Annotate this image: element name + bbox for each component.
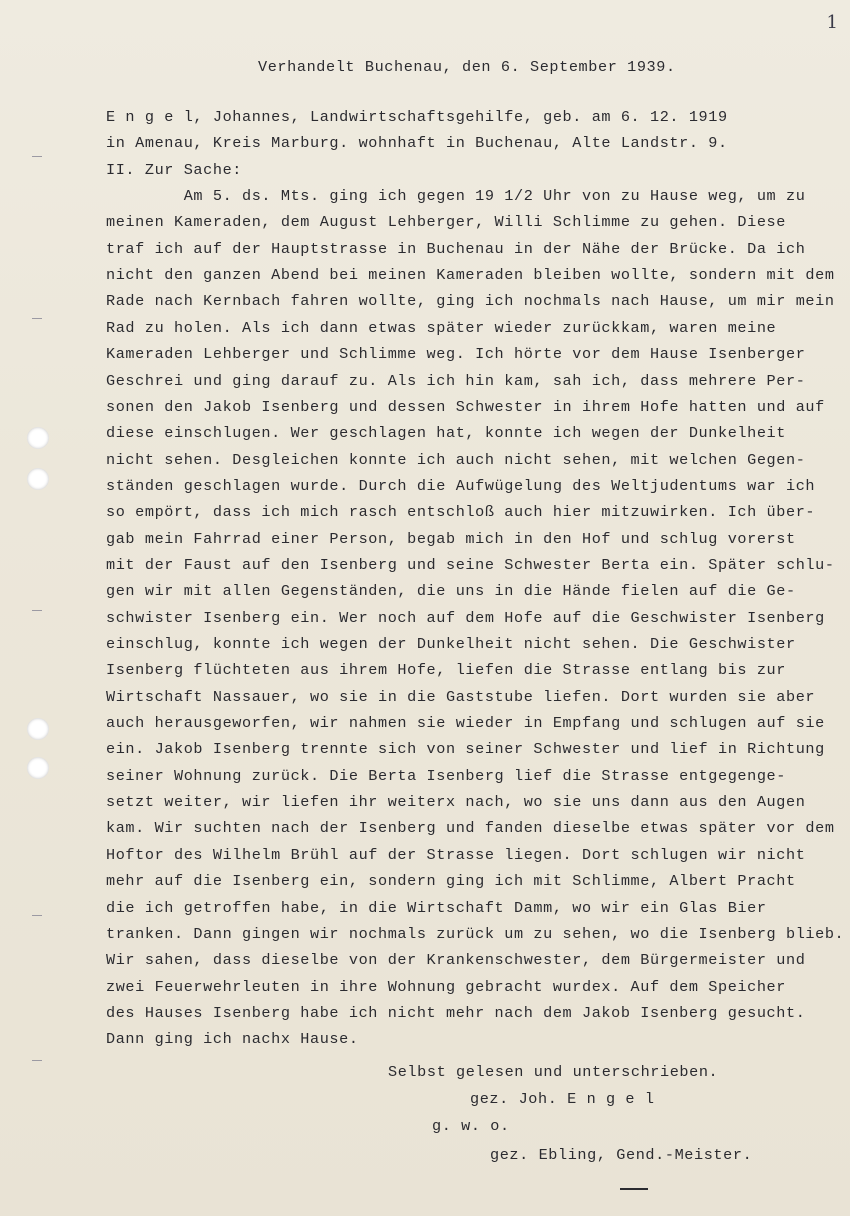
document-line: schwister Isenberg ein. Wer noch auf dem Hofe auf die Geschwister Isenberg [106, 608, 825, 627]
document-line: Wir sahen, dass dieselbe von der Krankenschwester, dem Bürgermeister und [106, 951, 806, 970]
punch-hole [27, 427, 49, 449]
read-and-signed-note: Selbst gelesen und unterschrieben. [388, 1063, 719, 1081]
document-line: gab mein Fahrrad einer Person, begab mich in den Hof und schlug vorerst [106, 529, 796, 548]
document-line: zwei Feuerwehrleuten in ihre Wohnung gebracht wurdex. Auf dem Speicher [106, 977, 786, 996]
document-heading: Verhandelt Buchenau, den 6. September 1939. [258, 58, 676, 76]
margin-mark [32, 915, 42, 916]
margin-mark [32, 156, 42, 157]
document-line: in Amenau, Kreis Marburg. wohnhaft in Buchenau, Alte Landstr. 9. [106, 134, 728, 153]
document-line: tranken. Dann gingen wir nochmals zurück um zu sehen, wo die Isenberg blieb. [106, 924, 845, 943]
document-line: nicht den ganzen Abend bei meinen Kameraden bleiben wollte, sondern mit dem [106, 266, 835, 285]
bottom-rule [620, 1188, 648, 1190]
document-line: so empört, dass ich mich rasch entschloß auch hier mitzuwirken. Ich über- [106, 503, 816, 522]
document-line: E n g e l, Johannes, Landwirtschaftsgehilfe, geb. am 6. 12. 1919 [106, 108, 728, 126]
document-line: kam. Wir suchten nach der Isenberg und fanden dieselbe etwas später vor dem [106, 819, 835, 838]
document-line: seiner Wohnung zurück. Die Berta Isenberg lief die Strasse entgegenge- [106, 766, 786, 785]
margin-mark [32, 610, 42, 611]
document-line: Hoftor des Wilhelm Brühl auf der Strasse liegen. Dort schlugen wir nicht [106, 845, 806, 864]
gwo-note: g. w. o. [432, 1117, 510, 1135]
document-line: Dann ging ich nachx Hause. [106, 1030, 359, 1049]
document-line: Kameraden Lehberger und Schlimme weg. Ich hörte vor dem Hause Isenberger [106, 345, 806, 364]
document-line: Rad zu holen. Als ich dann etwas später wieder zurückkam, waren meine [106, 318, 777, 337]
document-line: Rade nach Kernbach fahren wollte, ging ich nochmals nach Hause, um mir mein [106, 292, 835, 311]
document-line: Wirtschaft Nassauer, wo sie in die Gaststube liefen. Dort wurden sie aber [106, 687, 816, 706]
document-line: gen wir mit allen Gegenständen, die uns in die Hände fielen auf die Ge- [106, 582, 796, 601]
document-line: auch herausgeworfen, wir nahmen sie wieder in Empfang und schlugen auf sie [106, 714, 825, 733]
signature-engel: gez. Joh. E n g e l [470, 1090, 655, 1108]
margin-mark [32, 318, 42, 319]
document-line: II. Zur Sache: [106, 160, 242, 179]
page-number: 1 [826, 12, 838, 33]
document-line: Geschrei und ging darauf zu. Als ich hin kam, sah ich, dass mehrere Per- [106, 371, 806, 390]
punch-hole [27, 468, 49, 490]
punch-hole [27, 718, 49, 740]
document-line: setzt weiter, wir liefen ihr weiterx nach, wo sie uns dann aus den Augen [106, 793, 806, 812]
punch-hole [27, 757, 49, 779]
signature-ebling: gez. Ebling, Gend.-Meister. [490, 1146, 753, 1164]
document-line: ein. Jakob Isenberg trennte sich von seiner Schwester und lief in Richtung [106, 740, 825, 759]
document-line: einschlug, konnte ich wegen der Dunkelheit nicht sehen. Die Geschwister [106, 635, 796, 653]
document-line: sonen den Jakob Isenberg und dessen Schwester in ihrem Hofe hatten und auf [106, 397, 825, 416]
document-line: nicht sehen. Desgleichen konnte ich auch nicht sehen, mit welchen Gegen- [106, 450, 806, 469]
margin-mark [32, 1060, 42, 1061]
document-line: Isenberg flüchteten aus ihrem Hofe, liefen die Strasse entlang bis zur [106, 661, 786, 680]
document-line: die ich getroffen habe, in die Wirtschaft Damm, wo wir ein Glas Bier [106, 898, 767, 917]
document-line: traf ich auf der Hauptstrasse in Buchenau in der Nähe der Brücke. Da ich [106, 239, 806, 258]
document-line: ständen geschlagen wurde. Durch die Aufwügelung des Weltjudentums war ich [106, 476, 816, 495]
document-line: diese einschlugen. Wer geschlagen hat, konnte ich wegen der Dunkelheit [106, 424, 786, 443]
document-line: meinen Kameraden, dem August Lehberger, Willi Schlimme zu gehen. Diese [106, 213, 786, 232]
document-line: mehr auf die Isenberg ein, sondern ging ich mit Schlimme, Albert Pracht [106, 872, 796, 891]
document-line: des Hauses Isenberg habe ich nicht mehr nach dem Jakob Isenberg gesucht. [106, 1003, 806, 1022]
document-line: mit der Faust auf den Isenberg und seine Schwester Berta ein. Später schlu- [106, 555, 835, 574]
document-line: Am 5. ds. Mts. ging ich gegen 19 1/2 Uhr von zu Hause weg, um zu [106, 187, 806, 206]
